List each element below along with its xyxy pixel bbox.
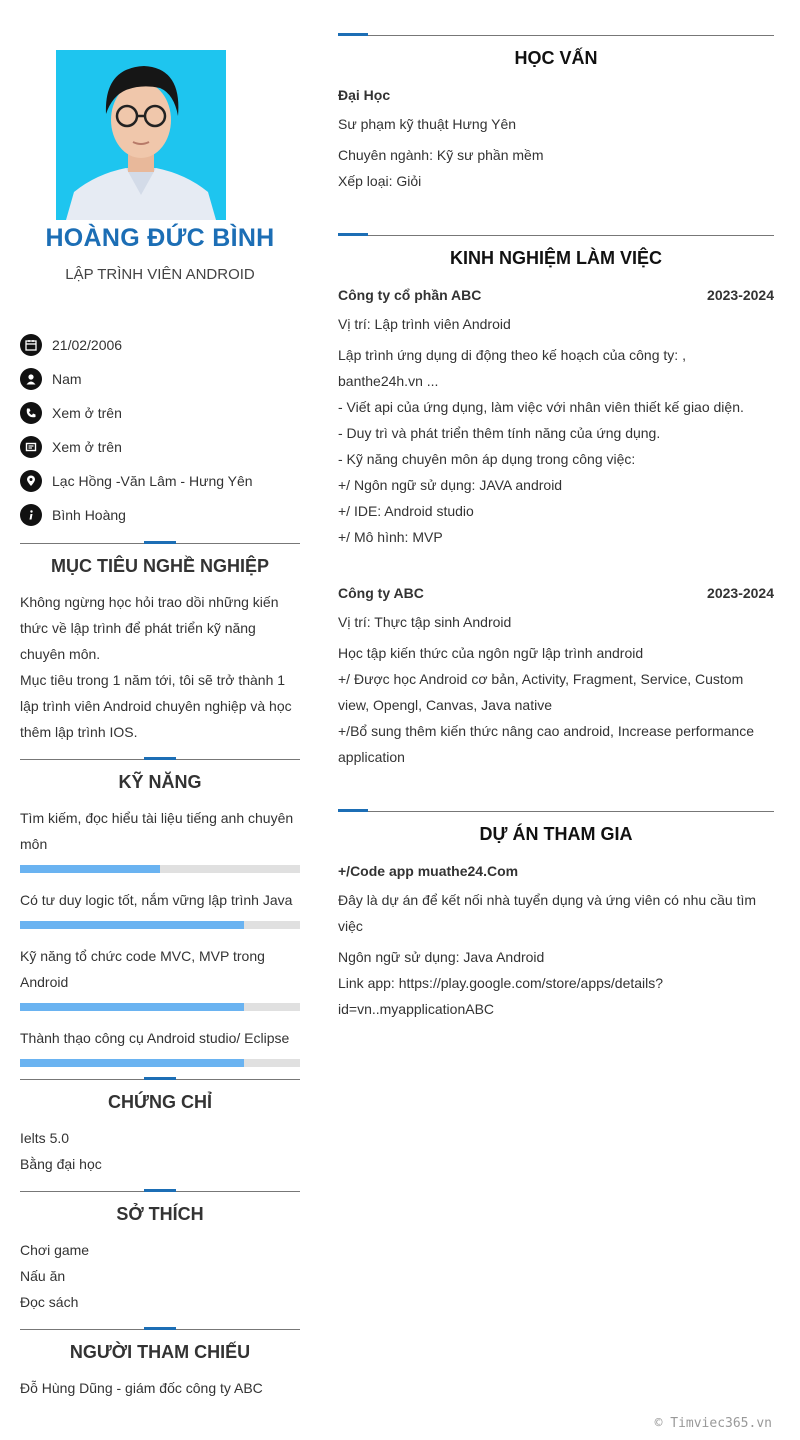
contact-text: Xem ở trên: [52, 439, 122, 455]
section-title: KỸ NĂNG: [118, 772, 202, 792]
contact-social: [20, 498, 300, 532]
contact-text: 21/02/2006: [52, 337, 123, 353]
job-title: LẬP TRÌNH VIÊN ANDROID: [65, 266, 255, 283]
skill-bar: [20, 1059, 300, 1067]
job-detail: +/Bổ sung thêm kiến thức nâng cao android, Increase performance application: [338, 723, 755, 765]
contact-list: [20, 328, 300, 532]
hobby-item: Nấu ăn: [20, 1268, 66, 1284]
skill-label: Có tư duy logic tốt, nắm vững lập trình Java: [20, 892, 293, 908]
job-period: 2023-2024: [707, 585, 774, 601]
job-detail: +/ Mô hình: MVP: [338, 529, 443, 545]
degree-label: Đại Học: [338, 87, 391, 103]
skill-label: Thành thạo công cụ Android studio/ Eclipse: [20, 1030, 290, 1046]
calendar-icon: [20, 334, 42, 356]
section-divider: [338, 235, 774, 236]
job-header: [338, 585, 774, 601]
section-title: MỤC TIÊU NGHỀ NGHIỆP: [50, 556, 269, 576]
section-divider: [20, 543, 300, 544]
job-position: Vị trí: Lập trình viên Android: [338, 316, 511, 332]
section-title: SỞ THÍCH: [116, 1204, 204, 1224]
grade: Xếp loại: Giỏi: [338, 173, 422, 189]
section-divider: [20, 1191, 300, 1192]
contact-text: Nam: [52, 371, 82, 387]
contact-phone: [20, 396, 300, 430]
skill-bar: [20, 921, 300, 929]
project-link: Link app: https://play.google.com/store/apps/details?id=vn..myapplicationABC: [338, 975, 664, 1017]
job-detail: Học tập kiến thức của ngôn ngữ lập trình android: [338, 645, 644, 661]
contact-text: Xem ở trên: [52, 405, 122, 421]
mail-icon: [20, 436, 42, 458]
skill-level-fill: [20, 921, 244, 929]
location-pin-icon: [20, 470, 42, 492]
job-detail: - Kỹ năng chuyên môn áp dụng trong công việc:: [338, 451, 636, 467]
job-period: 2023-2024: [707, 287, 774, 303]
job-detail: - Viết api của ứng dụng, làm việc với nhân viên thiết kế giao diện.: [338, 399, 744, 415]
contact-address: [20, 464, 300, 498]
objective-text: Không ngừng học hỏi trao dồi những kiến thức về lập trình để phát triển kỹ năng chuyên môn.: [20, 594, 279, 662]
job-detail: Lập trình ứng dụng di động theo kế hoạch của công ty: , banthe24h.vn ...: [338, 347, 686, 389]
skill-label: Tìm kiếm, đọc hiểu tài liệu tiếng anh chuyên môn: [20, 810, 294, 852]
section-title: CHỨNG CHỈ: [108, 1092, 212, 1112]
phone-icon: [20, 402, 42, 424]
major: Chuyên ngành: Kỹ sư phần mềm: [338, 147, 544, 163]
info-icon: [20, 504, 42, 526]
user-icon: [20, 368, 42, 390]
contact-text: Lạc Hồng -Văn Lâm - Hưng Yên: [52, 473, 253, 489]
skill-level-fill: [20, 1003, 244, 1011]
section-title: HỌC VẤN: [514, 48, 598, 68]
objective-text: Mục tiêu trong 1 năm tới, tôi sẽ trở thành 1 lập trình viên Android chuyên nghiệp và học thêm lập trình IOS.: [20, 672, 292, 740]
skill-level-fill: [20, 865, 160, 873]
section-title: KINH NGHIỆM LÀM VIỆC: [449, 248, 662, 268]
section-divider: [20, 1079, 300, 1080]
profile-photo: [56, 50, 226, 220]
company-name: Công ty ABC: [338, 585, 424, 601]
job-detail: - Duy trì và phát triển thêm tính năng của ứng dụng.: [338, 425, 661, 441]
skill-label: Kỹ năng tổ chức code MVC, MVP trong Android: [20, 948, 265, 990]
contact-text: Bình Hoàng: [52, 507, 126, 523]
education-section: [338, 35, 774, 194]
section-divider: [20, 759, 300, 760]
contact-birthday: [20, 328, 300, 362]
contact-email: [20, 430, 300, 464]
skill-level-fill: [20, 1059, 244, 1067]
section-divider: [338, 35, 774, 36]
references-section: [20, 1329, 300, 1401]
skill-bar: [20, 1003, 300, 1011]
experience-section: [338, 235, 774, 770]
skills-section: [20, 759, 300, 1081]
projects-section: [338, 811, 774, 1022]
section-title: DỰ ÁN THAM GIA: [479, 824, 633, 844]
company-name: Công ty cổ phần ABC: [338, 287, 482, 303]
contact-gender: [20, 362, 300, 396]
job-detail: +/ Được học Android cơ bản, Activity, Fragment, Service, Custom view, Opengl, Canvas, Java native: [338, 671, 744, 713]
objective-section: [20, 543, 300, 745]
candidate-name: HOÀNG ĐỨC BÌNH: [45, 224, 275, 252]
certificates-section: [20, 1079, 300, 1177]
school-name: Sư phạm kỹ thuật Hưng Yên: [338, 116, 517, 132]
skill-bar: [20, 865, 300, 873]
project-name: +/Code app muathe24.Com: [338, 863, 519, 879]
section-title: NGƯỜI THAM CHIẾU: [69, 1342, 251, 1362]
footer-watermark: © Timviec365.vn: [654, 1416, 772, 1431]
hobby-item: Chơi game: [20, 1242, 90, 1258]
section-divider: [338, 811, 774, 812]
reference-text: Đỗ Hùng Dũng - giám đốc công ty ABC: [20, 1380, 263, 1396]
project-description: Đây là dự án để kết nối nhà tuyển dụng và ứng viên có nhu cầu tìm việc: [338, 892, 757, 934]
hobbies-section: [20, 1191, 300, 1315]
hobby-item: Đọc sách: [20, 1294, 79, 1310]
job-position: Vị trí: Thực tập sinh Android: [338, 614, 512, 630]
section-divider: [20, 1329, 300, 1330]
certificate-item: Bằng đại học: [20, 1156, 102, 1172]
job-detail: +/ IDE: Android studio: [338, 503, 474, 519]
job-header: [338, 287, 774, 303]
certificate-item: Ielts 5.0: [20, 1130, 70, 1146]
job-detail: +/ Ngôn ngữ sử dụng: JAVA android: [338, 477, 563, 493]
project-language: Ngôn ngữ sử dụng: Java Android: [338, 949, 545, 965]
